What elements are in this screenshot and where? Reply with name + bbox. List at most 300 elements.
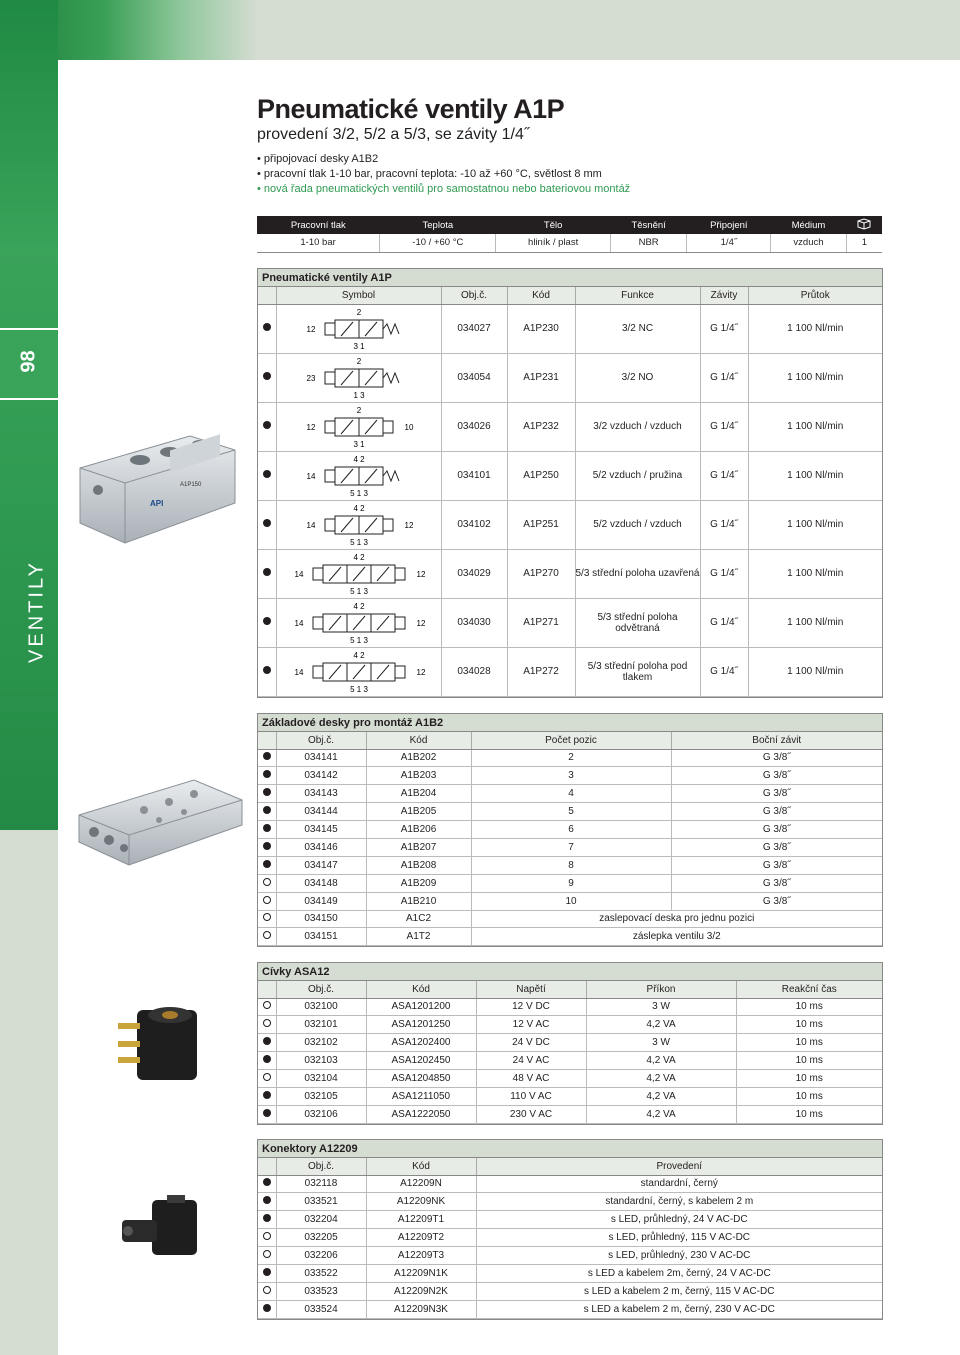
availability-cell xyxy=(258,874,276,892)
product-code: ASA1211050 xyxy=(366,1087,476,1105)
connector-row xyxy=(258,1300,882,1318)
base-row xyxy=(258,892,882,910)
availability-cell xyxy=(258,1087,276,1105)
function: 5/2 vzduch / vzduch xyxy=(575,500,700,549)
response-time: 10 ms xyxy=(736,1105,882,1123)
positions-count: 10 xyxy=(471,892,671,910)
positions-count: 2 xyxy=(471,749,671,767)
valve-symbol-diagram xyxy=(284,306,434,352)
voltage: 12 V AC xyxy=(476,1016,586,1034)
connector-row xyxy=(258,1193,882,1211)
spec-value: hliník / plast xyxy=(496,234,610,252)
on-order-circle-icon xyxy=(263,1250,271,1258)
col-header: Symbol xyxy=(276,287,441,304)
connectors-section xyxy=(257,1139,883,1320)
in-stock-dot-icon xyxy=(263,824,271,832)
variant: standardní, černý, s kabelem 2 m xyxy=(476,1193,882,1211)
order-number: 033521 xyxy=(276,1193,366,1211)
base-plate-image xyxy=(74,770,244,880)
availability-cell xyxy=(258,1229,276,1247)
availability-cell xyxy=(258,1300,276,1318)
valve-symbol-diagram xyxy=(284,551,434,597)
availability-cell xyxy=(258,1211,276,1229)
side-thread: G 3/8˝ xyxy=(671,803,882,821)
in-stock-dot-icon xyxy=(263,1091,271,1099)
variant: s LED, průhledný, 115 V AC-DC xyxy=(476,1229,882,1247)
valve-row xyxy=(258,549,882,598)
port-label-bottom: 5 1 3 xyxy=(349,586,368,596)
symbol-cell xyxy=(276,451,441,500)
col-header: Obj.č. xyxy=(276,981,366,998)
connector-row xyxy=(258,1282,882,1300)
section-color-block xyxy=(0,0,58,830)
in-stock-dot-icon xyxy=(263,617,271,625)
pilot-port-label-left: 12 xyxy=(306,324,315,334)
order-number: 033522 xyxy=(276,1264,366,1282)
availability-cell xyxy=(258,1016,276,1034)
flow-rate: 1 100 Nl/min xyxy=(748,304,882,353)
order-number: 034030 xyxy=(441,598,507,647)
power: 3 W xyxy=(586,998,736,1016)
flow-rate: 1 100 Nl/min xyxy=(748,598,882,647)
in-stock-dot-icon xyxy=(263,666,271,674)
availability-cell xyxy=(258,1070,276,1088)
coils-table xyxy=(258,981,882,1124)
pilot-port-label-right: 12 xyxy=(416,667,425,677)
in-stock-dot-icon xyxy=(263,770,271,778)
voltage: 110 V AC xyxy=(476,1087,586,1105)
power: 3 W xyxy=(586,1034,736,1052)
thread: G 1/4˝ xyxy=(700,549,748,598)
coils-header-row xyxy=(258,981,882,998)
variant: s LED, průhledný, 230 V AC-DC xyxy=(476,1247,882,1265)
valve-symbol-diagram xyxy=(284,502,434,548)
voltage: 12 V DC xyxy=(476,998,586,1016)
port-label-top: 2 xyxy=(356,356,361,366)
order-number: 032118 xyxy=(276,1175,366,1193)
variant: standardní, černý xyxy=(476,1175,882,1193)
order-number: 032100 xyxy=(276,998,366,1016)
availability-cell xyxy=(258,1247,276,1265)
coil-product-image xyxy=(112,995,207,1090)
symbol-cell xyxy=(276,353,441,402)
col-header: Obj.č. xyxy=(441,287,507,304)
spec-value: -10 / +60 °C xyxy=(380,234,496,252)
spec-header: Pracovní tlak xyxy=(257,216,380,234)
port-label-top: 4 2 xyxy=(352,650,365,660)
valve-row xyxy=(258,304,882,353)
thread: G 1/4˝ xyxy=(700,451,748,500)
on-order-circle-icon xyxy=(263,1286,271,1294)
product-code: A12209T1 xyxy=(366,1211,476,1229)
connector-row xyxy=(258,1264,882,1282)
base-row xyxy=(258,785,882,803)
base-row xyxy=(258,874,882,892)
product-code: A1B210 xyxy=(366,892,471,910)
product-code: ASA1202450 xyxy=(366,1052,476,1070)
coils-section xyxy=(257,962,883,1125)
col-header: Příkon xyxy=(586,981,736,998)
pilot-port-label-left: 23 xyxy=(306,373,315,383)
coil-row xyxy=(258,1016,882,1034)
connector-row xyxy=(258,1247,882,1265)
on-order-circle-icon xyxy=(263,931,271,939)
on-order-circle-icon xyxy=(263,878,271,886)
spec-value: 1 xyxy=(846,234,882,252)
pilot-port-label-right: 12 xyxy=(404,520,413,530)
col-header: Závity xyxy=(700,287,748,304)
order-number: 034029 xyxy=(441,549,507,598)
product-code: ASA1201250 xyxy=(366,1016,476,1034)
on-order-circle-icon xyxy=(263,1001,271,1009)
availability-cell xyxy=(258,402,276,451)
response-time: 10 ms xyxy=(736,1034,882,1052)
order-number: 034147 xyxy=(276,856,366,874)
product-code: A1B208 xyxy=(366,856,471,874)
flow-rate: 1 100 Nl/min xyxy=(748,451,882,500)
availability-cell xyxy=(258,767,276,785)
pilot-port-label-left: 14 xyxy=(306,471,315,481)
valve-row xyxy=(258,451,882,500)
coil-row xyxy=(258,1105,882,1123)
order-number: 032206 xyxy=(276,1247,366,1265)
connectors-title: Konektory A12209 xyxy=(258,1140,882,1158)
col-header xyxy=(258,287,276,304)
port-label-bottom: 1 3 xyxy=(352,390,365,400)
top-decor-band xyxy=(258,0,960,60)
bullet-item: • připojovací desky A1B2 xyxy=(257,153,379,165)
product-code: A12209NK xyxy=(366,1193,476,1211)
thread: G 1/4˝ xyxy=(700,402,748,451)
valve-symbol-diagram xyxy=(284,600,434,646)
thread: G 1/4˝ xyxy=(700,598,748,647)
coils-title: Cívky ASA12 xyxy=(258,963,882,981)
thread: G 1/4˝ xyxy=(700,304,748,353)
connectors-table xyxy=(258,1158,882,1319)
connector-product-image xyxy=(112,1190,207,1275)
in-stock-dot-icon xyxy=(263,519,271,527)
col-header: Boční závit xyxy=(671,732,882,749)
product-code: A1B209 xyxy=(366,874,471,892)
power: 4,2 VA xyxy=(586,1087,736,1105)
variant: s LED a kabelem 2 m, černý, 230 V AC-DC xyxy=(476,1300,882,1318)
pilot-port-label-right: 10 xyxy=(404,422,413,432)
order-number: 032101 xyxy=(276,1016,366,1034)
port-label-bottom: 3 1 xyxy=(352,341,365,351)
on-order-circle-icon xyxy=(263,1232,271,1240)
order-number: 034026 xyxy=(441,402,507,451)
col-header: Obj.č. xyxy=(276,1158,366,1175)
variant: s LED a kabelem 2 m, černý, 115 V AC-DC xyxy=(476,1282,882,1300)
order-number: 032103 xyxy=(276,1052,366,1070)
col-header: Napětí xyxy=(476,981,586,998)
product-code: A1C2 xyxy=(366,910,471,928)
spec-header-row xyxy=(257,216,882,234)
in-stock-dot-icon xyxy=(263,806,271,814)
order-number: 033524 xyxy=(276,1300,366,1318)
col-header: Průtok xyxy=(748,287,882,304)
col-header: Obj.č. xyxy=(276,732,366,749)
port-label-bottom: 5 1 3 xyxy=(349,488,368,498)
order-number: 034142 xyxy=(276,767,366,785)
product-code: A1B203 xyxy=(366,767,471,785)
valve-symbol-diagram xyxy=(284,453,434,499)
spec-header: Těsnění xyxy=(610,216,687,234)
availability-cell xyxy=(258,892,276,910)
spec-value-row xyxy=(257,234,882,252)
product-code: A12209N3K xyxy=(366,1300,476,1318)
in-stock-dot-icon xyxy=(263,752,271,760)
col-header: Reakční čas xyxy=(736,981,882,998)
product-code: A1P270 xyxy=(507,549,575,598)
valves-title: Pneumatické ventily A1P xyxy=(258,269,882,287)
in-stock-dot-icon xyxy=(263,1055,271,1063)
voltage: 48 V AC xyxy=(476,1070,586,1088)
connectors-header-row xyxy=(258,1158,882,1175)
in-stock-dot-icon xyxy=(263,788,271,796)
response-time: 10 ms xyxy=(736,1016,882,1034)
variant: s LED a kabelem 2m, černý, 24 V AC-DC xyxy=(476,1264,882,1282)
symbol-cell xyxy=(276,598,441,647)
col-header xyxy=(258,1158,276,1175)
product-code: A1B202 xyxy=(366,749,471,767)
bases-table xyxy=(258,732,882,946)
voltage: 24 V DC xyxy=(476,1034,586,1052)
product-code: A1P271 xyxy=(507,598,575,647)
order-number: 034150 xyxy=(276,910,366,928)
product-code: A1B207 xyxy=(366,838,471,856)
function: 5/3 střední poloha odvětraná xyxy=(575,598,700,647)
page-title: Pneumatické ventily A1P xyxy=(257,94,565,124)
order-number: 032106 xyxy=(276,1105,366,1123)
order-number: 034102 xyxy=(441,500,507,549)
in-stock-dot-icon xyxy=(263,1109,271,1117)
port-label-top: 4 2 xyxy=(352,601,365,611)
feature-bullets xyxy=(257,152,630,197)
availability-cell xyxy=(258,1034,276,1052)
coil-row xyxy=(258,1052,882,1070)
symbol-cell xyxy=(276,304,441,353)
spec-value: 1-10 bar xyxy=(257,234,380,252)
valves-section xyxy=(257,268,883,698)
col-header: Provedení xyxy=(476,1158,882,1175)
connector-row xyxy=(258,1175,882,1193)
availability-cell xyxy=(258,856,276,874)
product-code: A1P272 xyxy=(507,647,575,696)
power: 4,2 VA xyxy=(586,1016,736,1034)
product-code: A1P232 xyxy=(507,402,575,451)
valve-brand-text: API xyxy=(150,499,164,508)
on-order-circle-icon xyxy=(263,913,271,921)
pilot-port-label-left: 14 xyxy=(294,667,303,677)
availability-cell xyxy=(258,451,276,500)
base-row xyxy=(258,928,882,946)
order-number: 032204 xyxy=(276,1211,366,1229)
port-label-top: 2 xyxy=(356,405,361,415)
product-code: ASA1202400 xyxy=(366,1034,476,1052)
coil-row xyxy=(258,1087,882,1105)
flow-rate: 1 100 Nl/min xyxy=(748,353,882,402)
availability-cell xyxy=(258,821,276,839)
order-number: 034027 xyxy=(441,304,507,353)
availability-cell xyxy=(258,1282,276,1300)
port-label-top: 2 xyxy=(356,307,361,317)
order-number: 034149 xyxy=(276,892,366,910)
valve-row xyxy=(258,500,882,549)
flow-rate: 1 100 Nl/min xyxy=(748,549,882,598)
product-code: A1B205 xyxy=(366,803,471,821)
product-code: A1P230 xyxy=(507,304,575,353)
in-stock-dot-icon xyxy=(263,372,271,380)
coil-row xyxy=(258,998,882,1016)
product-code: A12209T2 xyxy=(366,1229,476,1247)
pilot-port-label-left: 12 xyxy=(306,422,315,432)
order-number: 034145 xyxy=(276,821,366,839)
order-number: 034144 xyxy=(276,803,366,821)
bases-section xyxy=(257,713,883,947)
order-number: 034054 xyxy=(441,353,507,402)
col-header: Počet pozic xyxy=(471,732,671,749)
base-row xyxy=(258,910,882,928)
valve-model-text: A1P150 xyxy=(180,482,202,488)
power: 4,2 VA xyxy=(586,1052,736,1070)
positions-count: 9 xyxy=(471,874,671,892)
description: zaslepovací deska pro jednu pozici xyxy=(471,910,882,928)
order-number: 032105 xyxy=(276,1087,366,1105)
availability-cell xyxy=(258,1052,276,1070)
valve-symbol-diagram xyxy=(284,649,434,695)
in-stock-dot-icon xyxy=(263,470,271,478)
spec-header: Připojení xyxy=(687,216,771,234)
order-number: 032102 xyxy=(276,1034,366,1052)
order-number: 032104 xyxy=(276,1070,366,1088)
valve-row xyxy=(258,598,882,647)
spec-value: NBR xyxy=(610,234,687,252)
base-row xyxy=(258,803,882,821)
thread: G 1/4˝ xyxy=(700,647,748,696)
bullet-item: • pracovní tlak 1-10 bar, pracovní teplota: -10 až +60 °C, světlost 8 mm xyxy=(257,168,602,180)
bases-header-row xyxy=(258,732,882,749)
order-number: 033523 xyxy=(276,1282,366,1300)
product-code: A1P251 xyxy=(507,500,575,549)
coil-row xyxy=(258,1070,882,1088)
voltage: 24 V AC xyxy=(476,1052,586,1070)
page-number: 98 xyxy=(17,350,40,373)
symbol-cell xyxy=(276,402,441,451)
product-code: A12209N1K xyxy=(366,1264,476,1282)
port-label-top: 4 2 xyxy=(352,454,365,464)
col-header: Kód xyxy=(366,981,476,998)
order-number: 032205 xyxy=(276,1229,366,1247)
pilot-port-label-left: 14 xyxy=(294,569,303,579)
valve-product-image xyxy=(70,428,240,553)
function: 3/2 vzduch / vzduch xyxy=(575,402,700,451)
in-stock-dot-icon xyxy=(263,323,271,331)
product-code: A1B206 xyxy=(366,821,471,839)
side-thread: G 3/8˝ xyxy=(671,874,882,892)
base-row xyxy=(258,749,882,767)
availability-cell xyxy=(258,549,276,598)
side-thread: G 3/8˝ xyxy=(671,785,882,803)
availability-cell xyxy=(258,1175,276,1193)
function: 5/2 vzduch / pružina xyxy=(575,451,700,500)
in-stock-dot-icon xyxy=(263,568,271,576)
positions-count: 7 xyxy=(471,838,671,856)
in-stock-dot-icon xyxy=(263,1268,271,1276)
bullet-item-highlight: • nová řada pneumatických ventilů pro samostatnou nebo bateriovou montáž xyxy=(257,183,631,195)
availability-cell xyxy=(258,1264,276,1282)
availability-cell xyxy=(258,1193,276,1211)
availability-cell xyxy=(258,647,276,696)
valves-header-row xyxy=(258,287,882,304)
product-code: A12209T3 xyxy=(366,1247,476,1265)
coil-row xyxy=(258,1034,882,1052)
valve-symbol-diagram xyxy=(284,355,434,401)
pilot-port-label-right: 12 xyxy=(416,618,425,628)
availability-cell xyxy=(258,1105,276,1123)
spec-header: Teplota xyxy=(380,216,496,234)
port-label-bottom: 3 1 xyxy=(352,439,365,449)
bases-title: Základové desky pro montáž A1B2 xyxy=(258,714,882,732)
base-row xyxy=(258,767,882,785)
spec-header: Médium xyxy=(771,216,846,234)
order-number: 034146 xyxy=(276,838,366,856)
col-header: Kód xyxy=(366,732,471,749)
product-code: ASA1222050 xyxy=(366,1105,476,1123)
valves-table xyxy=(258,287,882,697)
port-label-top: 4 2 xyxy=(352,552,365,562)
spec-header: Tělo xyxy=(496,216,610,234)
positions-count: 6 xyxy=(471,821,671,839)
function: 3/2 NC xyxy=(575,304,700,353)
positions-count: 8 xyxy=(471,856,671,874)
in-stock-dot-icon xyxy=(263,860,271,868)
response-time: 10 ms xyxy=(736,998,882,1016)
port-label-top: 4 2 xyxy=(352,503,365,513)
voltage: 230 V AC xyxy=(476,1105,586,1123)
col-header xyxy=(258,732,276,749)
availability-cell xyxy=(258,998,276,1016)
product-code: A1P250 xyxy=(507,451,575,500)
in-stock-dot-icon xyxy=(263,1196,271,1204)
availability-cell xyxy=(258,838,276,856)
pilot-port-label-right: 12 xyxy=(416,569,425,579)
symbol-cell xyxy=(276,549,441,598)
product-code: A1P231 xyxy=(507,353,575,402)
function: 5/3 střední poloha pod tlakem xyxy=(575,647,700,696)
order-number: 034101 xyxy=(441,451,507,500)
side-thread: G 3/8˝ xyxy=(671,838,882,856)
positions-count: 4 xyxy=(471,785,671,803)
spec-table xyxy=(257,216,882,253)
col-header: Kód xyxy=(507,287,575,304)
in-stock-dot-icon xyxy=(263,1037,271,1045)
base-row xyxy=(258,856,882,874)
availability-cell xyxy=(258,353,276,402)
product-code: A1B204 xyxy=(366,785,471,803)
response-time: 10 ms xyxy=(736,1087,882,1105)
product-code: A12209N xyxy=(366,1175,476,1193)
variant: s LED, průhledný, 24 V AC-DC xyxy=(476,1211,882,1229)
order-number: 034151 xyxy=(276,928,366,946)
product-code: ASA1204850 xyxy=(366,1070,476,1088)
availability-cell xyxy=(258,928,276,946)
availability-cell xyxy=(258,749,276,767)
valve-row xyxy=(258,647,882,696)
in-stock-dot-icon xyxy=(263,842,271,850)
on-order-circle-icon xyxy=(263,1019,271,1027)
side-thread: G 3/8˝ xyxy=(671,821,882,839)
